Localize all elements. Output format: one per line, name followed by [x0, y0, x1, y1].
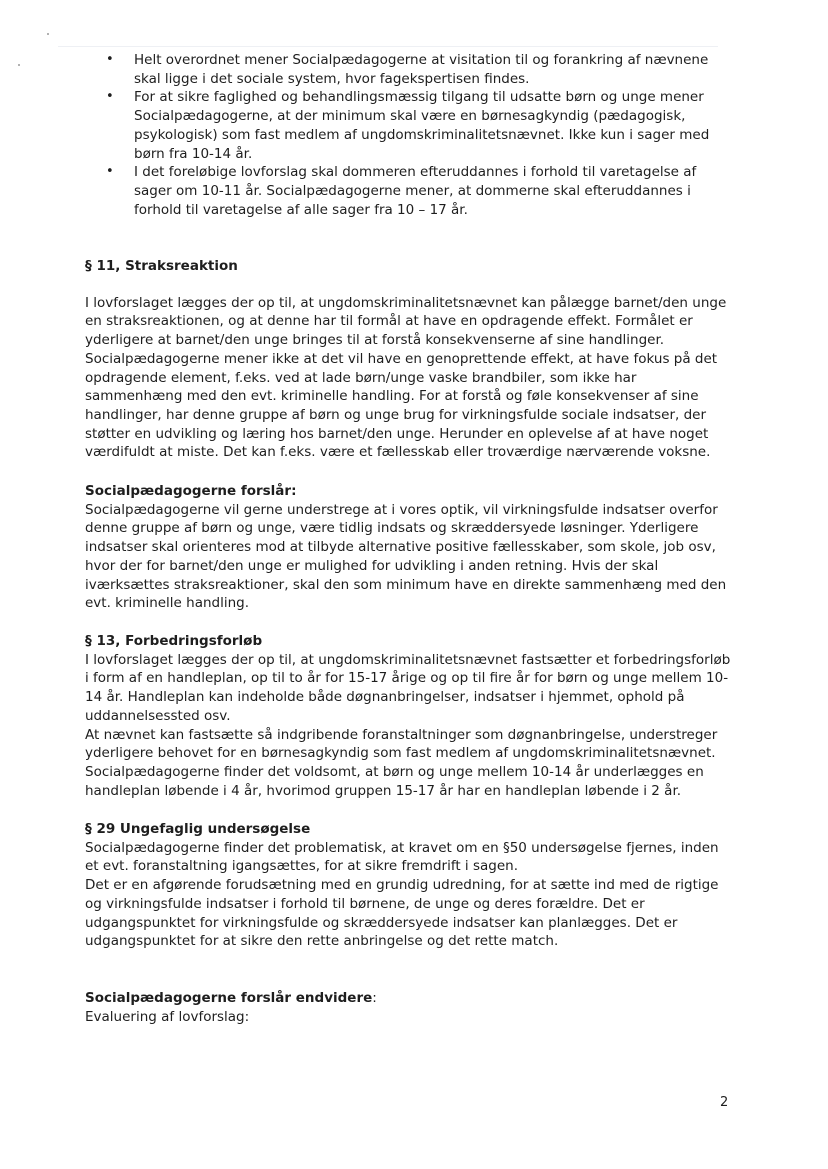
scan-speck	[18, 64, 20, 66]
proposal-section	[85, 482, 735, 613]
page-number: 2	[720, 1095, 729, 1110]
proposal-body: Socialpædagogerne vil gerne understrege at i vores optik, vil virkningsfulde indsatser overfor denne gruppe af børn og unge, være tidlig indsats og skræddersyede løsninger. Yderligere indsatser skal orienteres mod at tilbyde alternative positive fællesskaber, som skole, job osv, hvor der for barnet/den unge er mulighed for udvikling i anden retning. Hvis der skal iværksættes straksreaktioner, skal den som minimum have en direkte sammenhæng med den evt. kriminelle handling.	[85, 501, 727, 612]
bullet-text: For at sikre faglighed og behandlingsmæssig tilgang til udsatte børn og unge mener Socialpædagogerne, at der minimum skal være en børnesagkyndig (pædagogisk, psykologisk) som fast medlem af ungdomskriminalitetsnævnet. Ikke kun i sager med børn fra 10-14 år.	[134, 89, 710, 162]
bullet-list	[106, 51, 716, 219]
section-13-heading: § 13, Forbedringsforløb	[85, 633, 263, 649]
heading-colon: :	[372, 990, 377, 1006]
bullet-dot: •	[106, 52, 114, 67]
section-11-body: I lovforslaget lægges der op til, at ungdomskriminalitetsnævnet kan pålægge barnet/den unge en straksreaktionen, og at denne har til formål at have en opdragende effekt. Formålet er yderligere at barnet/den unge bringes til at forstå konsekvenserne af sine handlinger. Socialpædagogerne mener ikke at det vil have en genoprettende effekt, at have fokus på det opdragende element, f.eks. ved at lade børn/unge vaske brandbiler, som ikke har sammenhæng med den evt. kriminelle handling. For at forstå og føle konsekvenser af sine handlinger, har denne gruppe af børn og unge brug for virkningsfulde sociale indsatser, der støtter en udvikling og læring hos barnet/den unge. Herunder en oplevelse af at have noget værdifuldt at miste. Det kan f.eks. være et fællesskab eller troværdige nærværende voksne.	[85, 294, 727, 461]
section-29	[85, 820, 735, 951]
bullet-dot: •	[106, 164, 114, 180]
scan-artifact-line	[58, 46, 718, 47]
bullet-text: Helt overordnet mener Socialpædagogerne at visitation til og forankring af nævnene skal ligge i det sociale system, hvor fagekspertisen findes.	[134, 52, 709, 87]
scan-speck	[47, 33, 49, 35]
bullet-item	[106, 88, 716, 163]
proposal-further-heading: Socialpædagogerne forslår endvidere	[85, 990, 373, 1006]
proposal-heading: Socialpædagogerne forslår:	[85, 483, 297, 499]
section-13-body-1: I lovforslaget lægges der op til, at ungdomskriminalitetsnævnet fastsætter et forbedringsforløb i form af en handleplan, op til to år for 15-17 årige og op til fire år for børn og unge mellem 10-14 år. Handleplan kan indeholde både døgnanbringelser, indsatser i hjemmet, ophold på uddannelsessted osv.	[85, 651, 731, 724]
section-29-heading: § 29 Ungefaglig undersøgelse	[85, 821, 311, 837]
section-13-body-2: At nævnet kan fastsætte så indgribende foranstaltninger som døgnanbringelse, understreger yderligere behovet for en børnesagkyndig som fast medlem af ungdomskriminalitetsnævnet. Socialpædagogerne finder det voldsomt, at børn og unge mellem 10-14 år underlægges en handleplan løbende i 4 år, hvorimod gruppen 15-17 år har en handleplan løbende i 2 år.	[85, 726, 718, 799]
section-11-heading: § 11, Straksreaktion	[85, 258, 238, 274]
section-11	[85, 257, 735, 462]
bullet-dot: •	[106, 89, 114, 105]
bullet-item	[106, 163, 716, 219]
bullet-item	[106, 51, 716, 88]
proposal-further-section	[85, 989, 735, 1026]
proposal-further-body: Evaluering af lovforslag:	[85, 1008, 250, 1025]
section-29-body-1: Socialpædagogerne finder det problematisk, at kravet om en §50 undersøgelse fjernes, inden et evt. foranstaltning igangsættes, for at sikre fremdrift i sagen.	[85, 839, 719, 875]
section-29-body-2: Det er en afgørende forudsætning med en grundig udredning, for at sætte ind med de rigtige og virkningsfulde indsatser i forhold til børnene, de unge og deres forældre. Det er udgangspunktet for virkningsfulde og skræddersyede indsatser kan planlægges. Det er udgangspunktet for at sikre den rette anbringelse og det rette match.	[85, 877, 719, 950]
bullet-text: I det foreløbige lovforslag skal dommeren efteruddannes i forhold til varetagelse af sager om 10-11 år. Socialpædagogerne mener, at dommerne skal efteruddannes i forhold til varetagelse af alle sager fra 10 – 17 år.	[134, 164, 697, 218]
section-13	[85, 632, 735, 800]
